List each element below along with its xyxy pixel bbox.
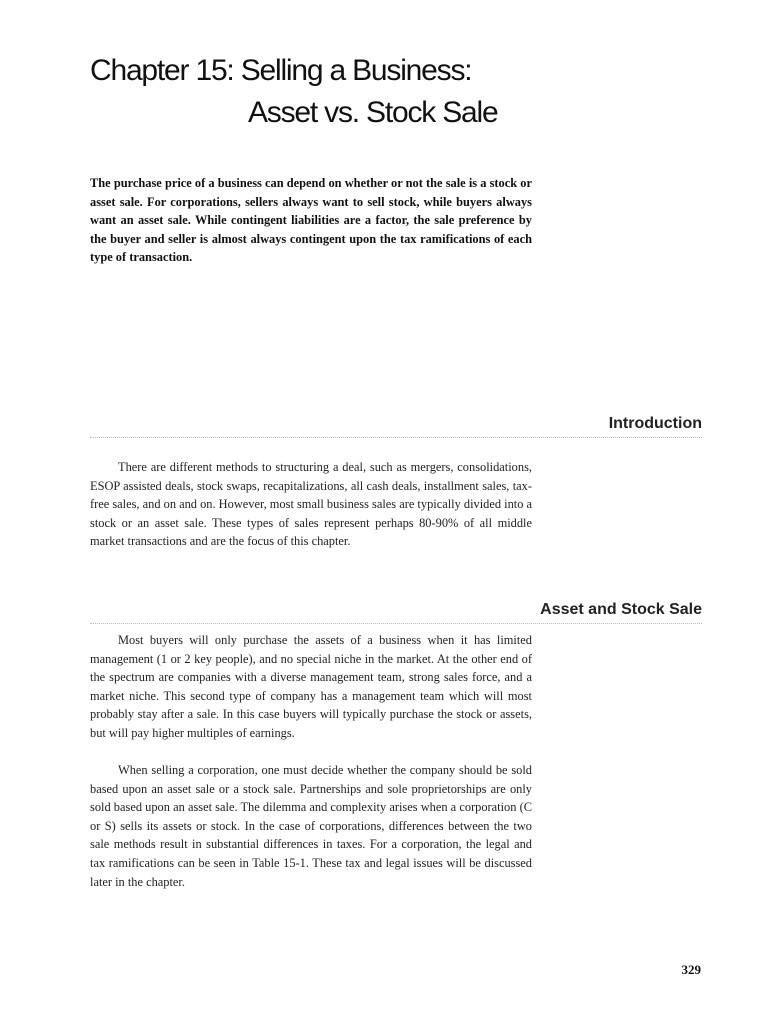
page-number: 329: [681, 962, 701, 977]
section-divider-asset-and-stock-sale: [90, 623, 702, 624]
chapter-title: [90, 50, 710, 134]
chapter-abstract: The purchase price of a business can depend on whether or not the sale is a stock or asset sale. For corporations, sellers always want to sell stock, while buyers always want an asset sale. While contingent liabilities are a factor, the sale preference by the buyer and seller is almost always contingent upon the tax ramifications of each type of transaction.: [90, 176, 532, 264]
section-heading-asset-and-stock-sale: Asset and Stock Sale: [540, 601, 702, 618]
chapter-title-line1: Chapter 15: Selling a Business:: [90, 54, 472, 87]
section-heading-introduction: Introduction: [608, 415, 702, 432]
asset-stock-paragraph-1: Most buyers will only purchase the assets of a business when it has limited management (1 or 2 key people), and no special niche in the market. At the other end of the spectrum are companies with a diverse management team, strong sales force, and a market niche. This second type of company has a management team which will most probably stay after a sale. In this case buyers will typically purchase the stock or assets, but will pay higher multiples of earnings.: [90, 633, 532, 740]
introduction-paragraph: There are different methods to structuring a deal, such as mergers, consolidations, ESOP assisted deals, stock swaps, recapitalizations, all cash deals, installment sales, tax-free sales, and on and on. However, most small business sales are typically divided into a stock or an asset sale. These types of sales represent perhaps 80-90% of all middle market transactions and are the focus of this chapter.: [90, 460, 533, 549]
section-divider-introduction: [90, 437, 702, 438]
asset-stock-paragraph-2: When selling a corporation, one must decide whether the company should be sold based upon an asset sale or a stock sale. Partnerships and sole proprietorships are only sold based upon an asset sale. The dilemma and complexity arises when a corporation (C or S) sells its assets or stock. In the case of corporations, differences between the two sale methods result in substantial differences in taxes. For a corporation, the legal and tax ramifications can be seen in Table 15-1. These tax and legal issues will be discussed later in the chapter.: [90, 763, 532, 889]
chapter-title-line2: Asset vs. Stock Sale: [248, 96, 498, 129]
